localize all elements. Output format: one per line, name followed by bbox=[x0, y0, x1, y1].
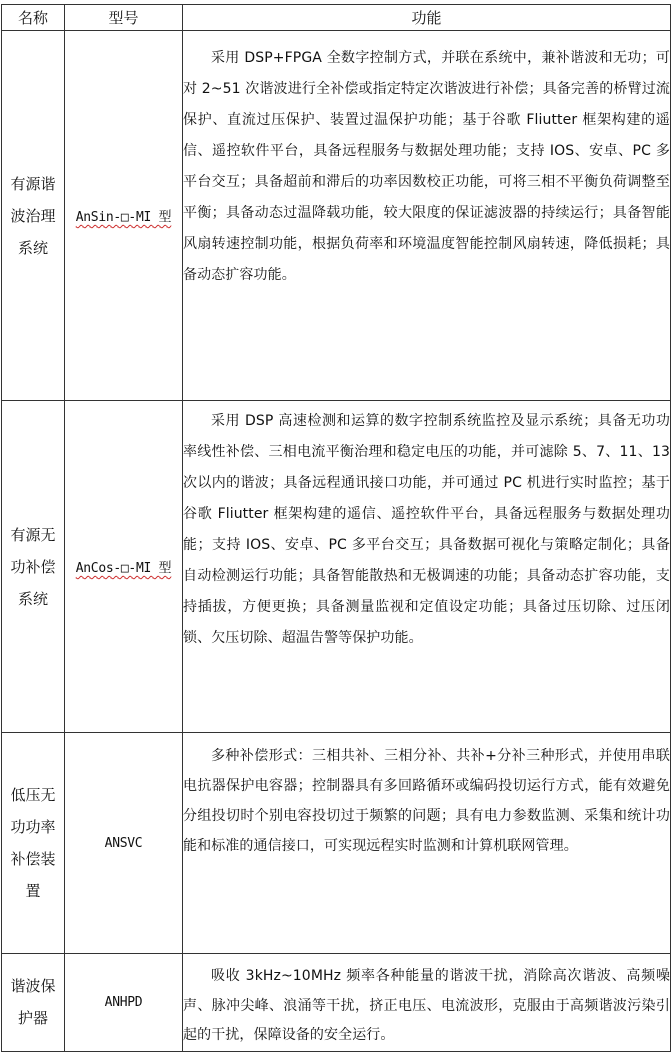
header-name: 名称 bbox=[2, 5, 65, 31]
product-name-line: 低压无 bbox=[10, 786, 56, 804]
product-name-line: 补偿装 bbox=[10, 850, 56, 868]
product-function-text: 多种补偿形式：三相共补、三相分补、共补+分补三种形式，并使用串联电抗器保护电容器；控制器具有多回路循环或编码投切运行方式，能有效避免分组投切时个别电容投切过于频繁的问题；具有电力参数监测、采集和统计功能和标准的通信接口，可实现远程实时监测和计算机联网管理。 bbox=[183, 748, 670, 854]
product-name-cell bbox=[2, 401, 65, 733]
table-row bbox=[2, 733, 671, 954]
header-function: 功能 bbox=[183, 5, 671, 31]
product-name-cell bbox=[2, 954, 65, 1052]
product-function-text: 采用 DSP 高速检测和运算的数字控制系统监控及显示系统；具备无功功率线性补偿、三相电流平衡治理和稳定电压的功能，并可滤除 5、7、11、13 次以内的谐波；具备远程通讯接口功能，并可通过 PC 机进行实时监控；基于谷歌 Fliutter 框架构建的遥信、遥控软件平台，具备远程服务与数据处理功能；支持 IOS、安卓、PC 多平台交互；具备数据可视化与策略定制化；具备自动检测运行功能；具备智能散热和无极调速的功能；具备动态扩容功能，支持插拔，方便更换；具备测量监视和定值设定功能；具备过压切除、过压闭锁、欠压切除、超温告警等保护功能。 bbox=[183, 413, 670, 646]
product-model-cell bbox=[65, 31, 183, 401]
product-function-cell bbox=[183, 954, 671, 1052]
product-model-cell bbox=[65, 401, 183, 733]
product-name-cell bbox=[2, 733, 65, 954]
table-row bbox=[2, 401, 671, 733]
product-model-cell bbox=[65, 954, 183, 1052]
product-model: AnSin-□-MI 型 bbox=[75, 210, 172, 225]
product-name-line: 功功率 bbox=[10, 818, 56, 836]
product-name-line: 有源无 bbox=[10, 525, 56, 544]
product-function-cell bbox=[183, 733, 671, 954]
product-name-line: 有源谐 bbox=[10, 174, 56, 193]
product-model: ANSVC bbox=[104, 835, 143, 851]
product-function-text: 吸收 3kHz~10MHz 频率各种能量的谐波干扰，消除高次谐波、高频噪声、脉冲尖峰、浪涌等干扰，挤正电压、电流波形，克服由于高频谐波污染引起的干扰，保障设备的安全运行。 bbox=[183, 968, 670, 1043]
product-name-line: 谐波保 bbox=[10, 977, 56, 996]
header-model: 型号 bbox=[65, 5, 183, 31]
product-name-line: 置 bbox=[25, 882, 41, 900]
product-name-cell bbox=[2, 31, 65, 401]
product-function-cell bbox=[183, 31, 671, 401]
product-spec-table bbox=[1, 4, 671, 1052]
product-name-line: 系统 bbox=[17, 589, 48, 608]
product-function-text: 采用 DSP+FPGA 全数字控制方式，并联在系统中，兼补谐波和无功；可对 2~51 次谐波进行全补偿或指定特定次谐波进行补偿；具备完善的桥臂过流保护、直流过压保护、装置过温保护功能；基于谷歌 Fliutter 框架构建的遥信、遥控软件平台，具备远程服务与数据处理功能；支持 IOS、安卓、PC 多平台交互；具备超前和滞后的功率因数校正功能，可将三相不平衡负荷调整至平衡；具备动态过温降载功能，较大限度的保证滤波器的持续运行；具备智能风扇转速控制功能，根据负荷率和环境温度智能控制风扇转速，降低损耗；具备动态扩容功能。 bbox=[183, 50, 670, 283]
product-model: AnCos-□-MI 型 bbox=[75, 561, 172, 576]
product-name-line: 系统 bbox=[17, 238, 48, 257]
product-model-cell bbox=[65, 733, 183, 954]
table-row bbox=[2, 31, 671, 401]
product-name-line: 功补偿 bbox=[10, 557, 56, 576]
product-model: ANHPD bbox=[104, 994, 143, 1010]
product-name-line: 护器 bbox=[17, 1009, 48, 1028]
product-function-cell bbox=[183, 401, 671, 733]
product-name-line: 波治理 bbox=[10, 206, 56, 225]
table-row bbox=[2, 954, 671, 1052]
table-header-row bbox=[2, 5, 671, 31]
